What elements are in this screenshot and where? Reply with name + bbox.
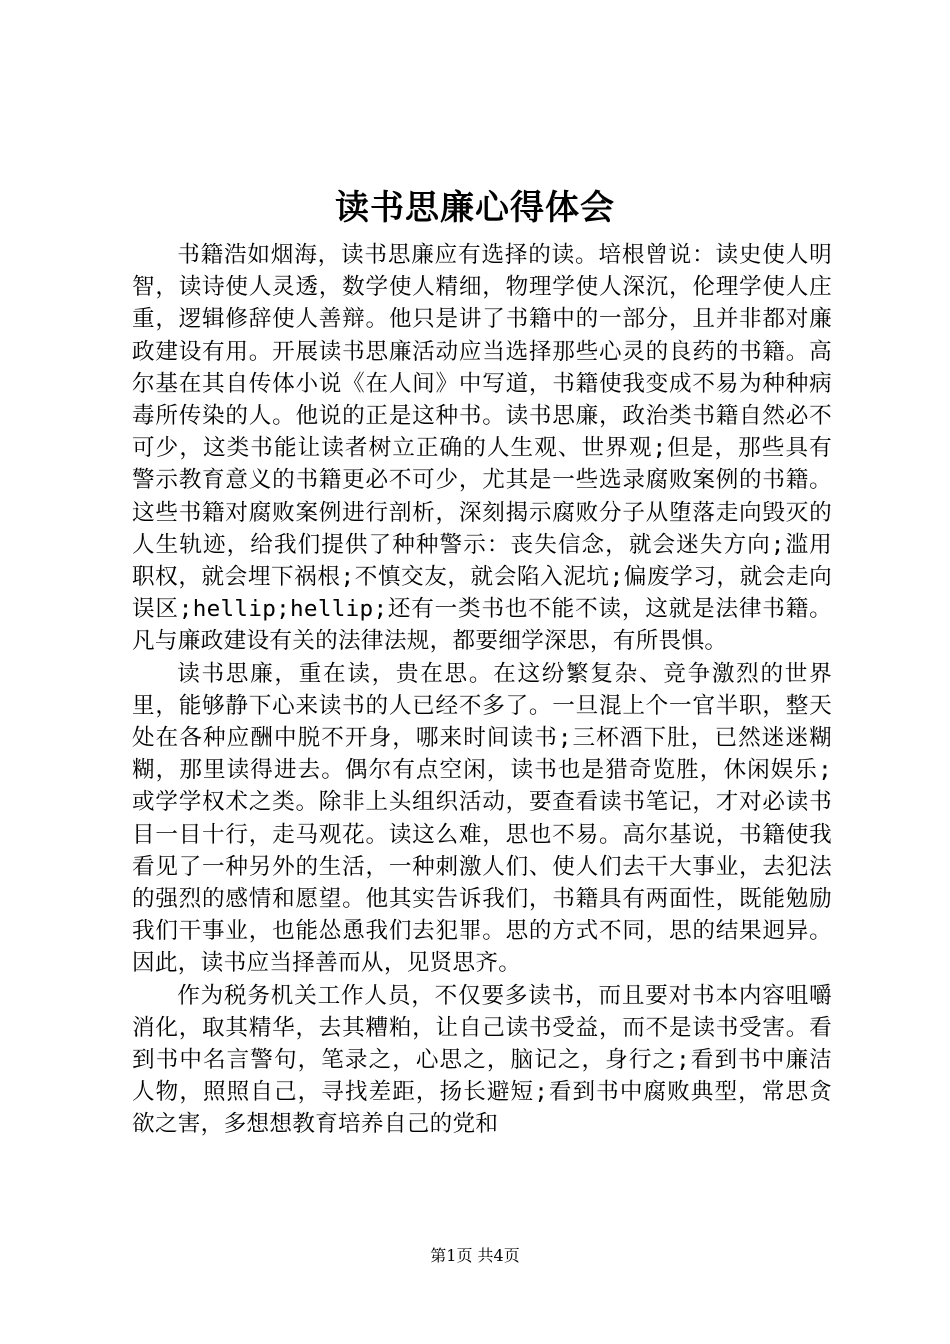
document-body bbox=[132, 239, 832, 1141]
page-footer: 第1页 共4页 bbox=[430, 1246, 520, 1265]
paragraph-2: 读书思廉，重在读，贵在思。在这纷繁复杂、竞争激烈的世界里，能够静下心来读书的人已经不多了。一旦混上个一官半职，整天处在各种应酬中脱不开身，哪来时间读书;三杯酒下肚，已然迷迷糊糊，那里读得进去。偶尔有点空闲，读书也是猎奇览胜，休闲娱乐;或学学权术之类。除非上头组织活动，要查看读书笔记，才对必读书目一目十行，走马观花。读这么难，思也不易。高尔基说，书籍使我看见了一种另外的生活，一种刺激人们、使人们去干大事业，去犯法的强烈的感情和愿望。他其实告诉我们，书籍具有两面性，既能勉励我们干事业，也能怂恿我们去犯罪。思的方式不同，思的结果迥异。因此，读书应当择善而从，见贤思齐。 bbox=[132, 660, 832, 977]
paragraph-3: 作为税务机关工作人员，不仅要多读书，而且要对书本内容咀嚼消化，取其精华，去其糟粕，让自己读书受益，而不是读书受害。看到书中名言警句，笔录之，心思之，脑记之，身行之;看到书中廉洁人物，照照自己，寻找差距，扬长避短;看到书中腐败典型，常思贪欲之害，多想想教育培养自己的党和 bbox=[132, 982, 832, 1138]
document-title: 读书思廉心得体会 bbox=[335, 188, 615, 228]
paragraph-1: 书籍浩如烟海，读书思廉应有选择的读。培根曾说：读史使人明智，读诗使人灵透，数学使人精细，物理学使人深沉，伦理学使人庄重，逻辑修辞使人善辩。他只是讲了书籍中的一部分，且并非都对廉政建设有用。开展读书思廉活动应当选择那些心灵的良药的书籍。高尔基在其自传体小说《在人间》中写道，书籍使我变成不易为种种病毒所传染的人。他说的正是这种书。读书思廉，政治类书籍自然必不可少，这类书能让读者树立正确的人生观、世界观;但是，那些具有警示教育意义的书籍更必不可少，尤其是一些选录腐败案例的书籍。这些书籍对腐败案例进行剖析，深刻揭示腐败分子从堕落走向毁灭的人生轨迹，给我们提供了种种警示：丧失信念，就会迷失方向;滥用职权，就会埋下祸根;不慎交友，就会陷入泥坑;偏废学习，就会走向误区;hellip;hellip;还有一类书也不能不读，这就是法律书籍。凡与廉政建设有关的法律法规，都要细学深思，有所畏惧。 bbox=[132, 242, 832, 655]
